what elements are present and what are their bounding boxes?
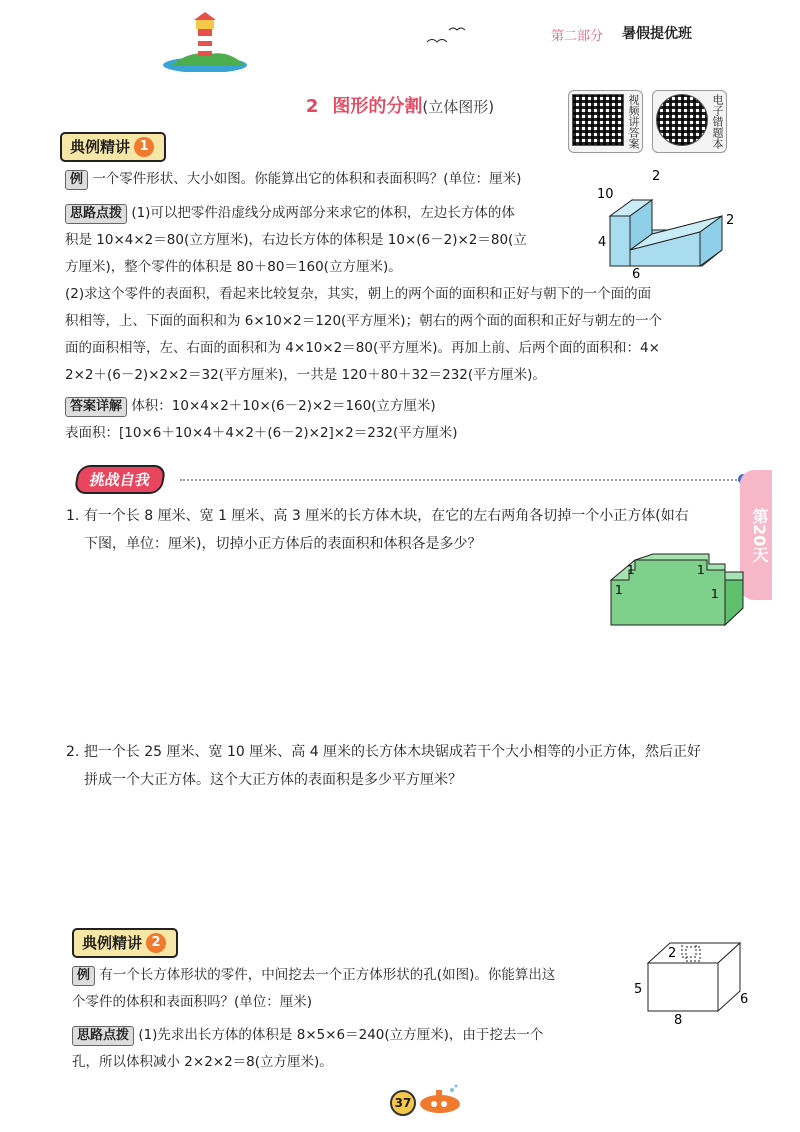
fig1-label-bottom: 6 <box>632 267 641 281</box>
example1-answer-label: 答案详解 <box>65 397 127 417</box>
video-qr-panel[interactable] <box>568 90 643 153</box>
example1-tag-label: 典例精讲 <box>70 138 131 156</box>
example2-label: 例 <box>72 966 95 986</box>
video-qr-label: 视频讲答案 <box>627 94 640 149</box>
title-main: 图形的分割 <box>332 96 423 117</box>
q1-fig-label-4: 1 <box>711 587 719 601</box>
fig1-label-left: 4 <box>598 235 607 250</box>
q2-number: 2. <box>66 744 80 760</box>
challenge-divider <box>180 479 740 481</box>
challenge-q1: 1. 有一个长 8 厘米、宽 1 厘米、高 3 厘米的长方体木块，在它的左右两角各切掉一个小正方体(如右 下图，单位：厘米)，切掉小正方体后的表面积和体积各是多少？ <box>66 508 689 552</box>
birds-icon <box>425 22 465 50</box>
hint-line-2: 积是 10×4×2＝80(立方厘米)，右边长方体的体积是 10×(6－2)×2＝80(立 <box>65 232 527 248</box>
fig1-label-top: 2 <box>652 169 661 184</box>
example2-number: 2 <box>146 933 166 953</box>
example2-hint-label: 思路点拨 <box>72 1026 134 1046</box>
side-tab-day[interactable]: 第20天 <box>740 470 772 600</box>
example1-hint-label: 思路点拨 <box>65 204 127 224</box>
example2-figure <box>630 935 750 1029</box>
hint-line-6: 面的面积相等，左、右面的面积和为 4×10×2＝80(平方厘米)。再加上前、后两个面的面积和：4× <box>65 340 660 356</box>
answer-volume: 体积：10×4×2＋10×(6－2)×2＝160(立方厘米) <box>131 398 436 414</box>
wrong-book-qr-label: 电子错题本 <box>711 94 724 149</box>
example1-question-text: 一个零件形状、大小如图。你能算出它的体积和表面积吗？(单位：厘米) <box>92 171 522 187</box>
q1-number: 1. <box>66 508 80 524</box>
fig1-label-right: 2 <box>726 213 735 228</box>
hint-line-1: 思路点拨 (1)可以把零件沿虚线分成两部分来求它的体积，左边长方体的体 <box>65 200 745 227</box>
hint-line-3: 方厘米)，整个零件的体积是 80＋80＝160(立方厘米)。 <box>65 259 402 275</box>
fig2-label-hole: 2 <box>668 946 677 961</box>
title-number: 2 <box>305 96 319 117</box>
header-part: 第二部分 <box>551 29 604 44</box>
challenge-tag <box>76 465 164 494</box>
challenge-q2: 2. 把一个长 25 厘米、宽 10 厘米、高 4 厘米的长方体木块锯成若干个大小相等的小正方体，然后正好 拼成一个大正方体。这个大正方体的表面积是多少平方厘米？ <box>66 744 702 788</box>
lighthouse-icon <box>160 10 250 76</box>
example2-question: 例 有一个长方体形状的零件，中间挖去一个正方体形状的孔(如图)。你能算出这 个零件的体积和表面积吗？(单位：厘米) <box>72 967 556 1010</box>
hint-line-4: (2)求这个零件的表面积，看起来比较复杂，其实，朝上的两个面的面积和正好与朝下的一个面的面 <box>65 286 652 302</box>
wrong-book-qr-panel[interactable] <box>652 90 727 153</box>
challenge-tag-label: 挑战自我 <box>73 465 166 494</box>
example1-answer <box>65 393 745 447</box>
submarine-icon <box>416 1084 466 1120</box>
page-number: 37 <box>390 1090 416 1116</box>
example1-question <box>65 166 585 193</box>
q1-figure <box>605 550 750 634</box>
fig2-label-bottom: 8 <box>674 1013 683 1025</box>
q1-fig-label-2: 1 <box>615 583 623 597</box>
fig2-label-right: 6 <box>740 992 749 1007</box>
example1-figure <box>592 166 742 285</box>
example1-tag <box>60 132 166 162</box>
example2-tag-label: 典例精讲 <box>82 934 143 952</box>
fig2-label-left: 5 <box>634 982 643 997</box>
title-sub: (立体图形) <box>422 98 495 116</box>
example1-number: 1 <box>134 137 154 157</box>
header-class-name: 暑假提优班 <box>622 26 692 42</box>
wrong-book-qr-code[interactable] <box>656 94 708 146</box>
answer-surface: 表面积：[10×6＋10×4＋4×2＋(6－2)×2]×2＝232(平方厘米) <box>65 425 458 441</box>
example2-hint: 思路点拨 (1)先求出长方体的体积是 8×5×6＝240(立方厘米)，由于挖去一个 孔，所以体积减小 2×2×2＝8(立方厘米)。 <box>72 1027 544 1070</box>
fig1-label-left-top: 10 <box>597 187 614 202</box>
video-qr-code[interactable] <box>572 94 624 146</box>
example1-label: 例 <box>65 170 88 190</box>
q1-fig-label-3: 1 <box>697 563 705 577</box>
hint-line-7: 2×2＋(6－2)×2×2＝32(平方厘米)，一共是 120＋80＋32＝232(平方厘米)。 <box>65 367 546 383</box>
hint-line-5: 积相等，上、下面的面积和为 6×10×2＝120(平方厘米)；朝右的两个面的面积和正好与朝左的一个 <box>65 313 663 329</box>
q1-fig-label-1: 1 <box>627 563 635 577</box>
example2-tag <box>72 928 178 958</box>
